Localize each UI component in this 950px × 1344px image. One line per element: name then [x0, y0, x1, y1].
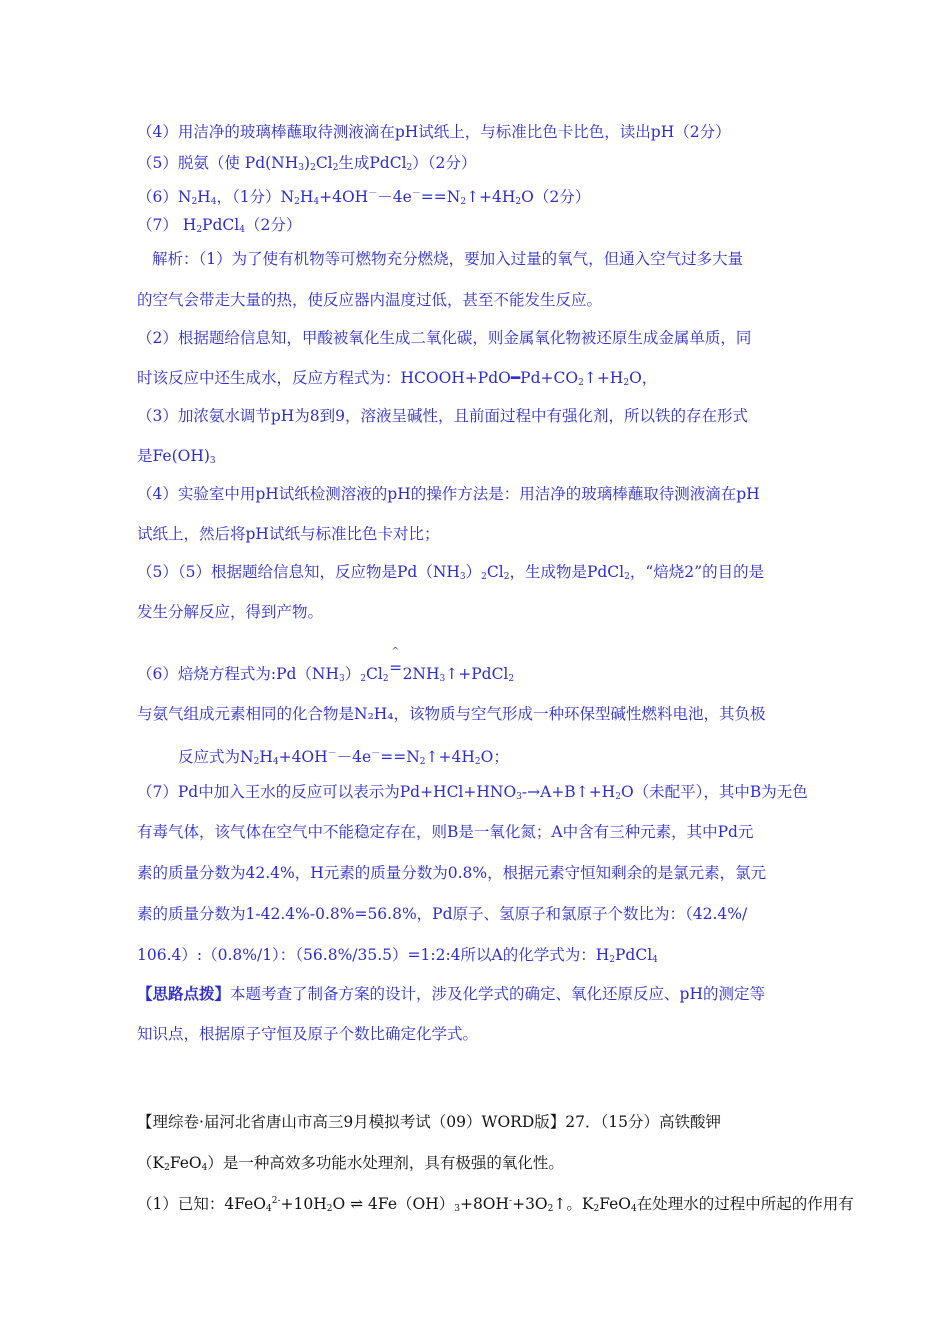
- subscript: 2: [164, 1163, 170, 1173]
- text: PdCl: [202, 216, 240, 234]
- text: FeO: [599, 1195, 631, 1213]
- text: PdCl: [615, 946, 653, 964]
- subscript: 2: [615, 792, 621, 802]
- answer-5: [137, 153, 476, 178]
- text: －4e: [336, 748, 372, 766]
- text: 本题考查了制备方案的设计，涉及化学式的确定、氧化还原反应、pH的测定等: [230, 985, 765, 1003]
- text: （5）（5）根据题给信息知，反应物是Pd（NH: [137, 563, 460, 581]
- subscript: 4: [272, 757, 279, 767]
- analysis-3-line-1: [137, 406, 748, 426]
- text: 素的质量分数为42.4%，H元素的质量分数为0.8%，根据元素守恒知剩余的是氯元素，氯元: [137, 864, 767, 882]
- text: ）: [465, 563, 482, 581]
- answer-7: [137, 215, 301, 240]
- text: （7）Pd中加入王水的反应可以表示为Pd+HCl+HNO: [137, 783, 517, 801]
- text: （6）焙烧方程式为:Pd（NH: [137, 665, 340, 683]
- text: O；: [480, 748, 509, 766]
- subscript: 3: [454, 1204, 460, 1214]
- subscript: 2: [332, 163, 339, 173]
- text: FeO: [169, 1154, 202, 1172]
- analysis-6-line-2: [137, 704, 766, 724]
- subscript: 3: [516, 792, 522, 802]
- subscript: 3: [459, 572, 466, 582]
- subscript: 2: [609, 955, 615, 965]
- text: +4OH: [278, 748, 328, 766]
- text: ==N: [380, 748, 420, 766]
- analysis-7-line-2: [137, 822, 753, 842]
- text: 在处理水的过程中所起的作用有: [636, 1195, 854, 1213]
- subscript: 4: [210, 197, 217, 207]
- text: （2分）: [244, 216, 302, 234]
- analysis-7-line-5: [137, 945, 658, 970]
- subscript: 2: [474, 757, 481, 767]
- subscript: 2: [624, 572, 630, 582]
- analysis-5-line-1: [137, 562, 764, 587]
- answer-4-text: （4）用洁净的玻璃棒蘸取待测液滴在pH试纸上，与标准比色卡比色，读出pH（2分）: [137, 123, 731, 141]
- tip-line-1: [137, 984, 765, 1004]
- subscript: 2: [196, 225, 203, 235]
- subscript: 2: [191, 197, 198, 207]
- text: （2）根据题给信息知，甲酸被氧化生成二氧化碳，则金属氧化物被还原生成金属单质，同: [137, 329, 752, 347]
- analysis-2-line-2: [137, 368, 657, 393]
- analysis-1-line-1: [152, 249, 743, 269]
- text: ）（2分）: [412, 154, 477, 172]
- text: （5）脱氨（使 Pd(NH: [137, 154, 299, 172]
- text: （7） H: [137, 216, 197, 234]
- question-line-3: [137, 1191, 854, 1219]
- superscript: －: [327, 749, 337, 759]
- subscript: 2: [547, 1204, 554, 1214]
- subscript: 2: [508, 674, 515, 684]
- text: 的空气会带走大量的热，使反应器内温度过低，甚至不能发生反应。: [137, 291, 603, 309]
- text: 解析：（1）为了使有机物等可燃物充分燃烧，要加入过量的氧气，但通入空气过多大量: [152, 250, 744, 268]
- subscript: 3: [209, 456, 216, 466]
- text: 素的质量分数为1-42.4%-0.8%=56.8%，Pd原子、氢原子和氯原子个数比为：（42.4%/: [137, 905, 748, 923]
- subscript: 2: [294, 197, 300, 207]
- text: 106.4）:（0.8%/1）：（56.8%/35.5）=1:2:4所以A的化学式为：H: [137, 946, 610, 964]
- text: +10H: [280, 1195, 327, 1213]
- analysis-3-line-2: [137, 446, 216, 471]
- text: （K: [137, 1154, 165, 1172]
- tip-line-2: [137, 1024, 478, 1044]
- text: 有毒气体，该气体在空气中不能稳定存在，则B是一氧化氮；A中含有三种元素，其中Pd元: [137, 823, 754, 841]
- subscript: 2: [310, 163, 316, 173]
- subscript: 4: [313, 197, 320, 207]
- analysis-2-line-1: [137, 328, 751, 348]
- text: O（未配平），其中B为无色: [620, 783, 808, 801]
- answer-4: [137, 122, 731, 142]
- text: （6）N: [137, 188, 192, 206]
- subscript: 2: [578, 378, 584, 388]
- text: ，生成物是PdCl: [509, 563, 625, 581]
- superscript: －: [368, 189, 378, 199]
- subscript: 2: [382, 674, 389, 684]
- subscript: 2: [326, 1204, 333, 1214]
- superscript: －: [411, 189, 421, 199]
- text: （3）加浓氨水调节pH为8到9，溶液呈碱性，且前面过程中有强化剂，所以铁的存在形式: [137, 407, 749, 425]
- text: +8OH: [459, 1195, 510, 1213]
- subscript: 4: [239, 225, 245, 235]
- text: ↑+H: [583, 369, 624, 387]
- subscript: 2: [253, 757, 260, 767]
- equals-sign: =: [389, 659, 403, 677]
- text: 发生分解反应，得到产物。: [137, 603, 324, 621]
- text: ，“焙烧2”的目的是: [629, 563, 765, 581]
- subscript: 3: [298, 163, 305, 173]
- analysis-7-line-1: [137, 782, 808, 807]
- text: ↑+PdCl: [445, 665, 509, 683]
- subscript: 4: [652, 955, 658, 965]
- subscript: 2: [503, 572, 510, 582]
- text: ==N: [420, 188, 461, 206]
- text: 2NH: [402, 665, 440, 683]
- text: ，（1分）N: [216, 188, 295, 206]
- analysis-6-line-1: [137, 647, 515, 689]
- subscript: 4: [630, 1204, 637, 1214]
- analysis-4-line-2: [137, 524, 439, 544]
- text: ): [304, 154, 311, 172]
- superscript: －: [371, 749, 381, 759]
- subscript: 4: [201, 1163, 208, 1173]
- text: （1）已知：4FeO: [137, 1195, 267, 1213]
- text: O ⇌ 4Fe（OH）: [332, 1195, 455, 1213]
- text: ↑+4H: [466, 188, 516, 206]
- subscript: 2: [360, 674, 366, 684]
- text: -→A+B↑+H: [521, 783, 616, 801]
- subscript: 2: [515, 197, 522, 207]
- tip-label: 【思路点拨】: [137, 984, 231, 1003]
- subscript: 2: [623, 378, 630, 388]
- subscript: 2: [460, 197, 467, 207]
- text: 是Fe(OH): [137, 447, 210, 465]
- question-line-2: [137, 1153, 564, 1178]
- text: 时该反应中还生成水，反应方程式为：HCOOH+PdO━Pd+CO: [137, 369, 579, 387]
- text: 知识点，根据原子守恒及原子个数比确定化学式。: [137, 1025, 479, 1043]
- text: －4e: [377, 188, 412, 206]
- text: +3O: [512, 1195, 548, 1213]
- text: O，: [629, 369, 658, 387]
- question-header-line-1: [137, 1112, 721, 1132]
- subscript: 3: [339, 674, 345, 684]
- text: H: [299, 188, 314, 206]
- subscript: 2: [593, 1204, 600, 1214]
- text: ↑。K: [553, 1195, 594, 1213]
- text: 反应式为N: [178, 748, 254, 766]
- text: Cl: [486, 563, 504, 581]
- analysis-5-line-2: [137, 602, 323, 622]
- text: +4OH: [319, 188, 369, 206]
- text: （4）实验室中用pH试纸检测溶液的pH的操作方法是：用洁净的玻璃棒蘸取待测液滴在pH: [137, 485, 760, 503]
- subscript: 3: [439, 674, 446, 684]
- text: 【理综卷·届河北省唐山市高三9月模拟考试（09）WORD版】27．（15分）高铁酸钾: [137, 1113, 721, 1131]
- text: ↑+4H: [425, 748, 475, 766]
- heat-condition-mark: ^: [391, 647, 400, 657]
- text: 生成PdCl: [338, 154, 407, 172]
- analysis-7-line-4: [137, 904, 747, 924]
- subscript: 2: [419, 757, 426, 767]
- text: H: [197, 188, 211, 206]
- analysis-4-line-1: [137, 484, 760, 504]
- text: ）是一种高效多功能水处理剂，具有极强的氧化性。: [207, 1154, 564, 1172]
- text: O（2分）: [521, 188, 591, 206]
- text: Cl: [315, 154, 333, 172]
- subscript: 2: [406, 163, 413, 173]
- answer-6: [137, 184, 590, 212]
- text: H: [259, 748, 273, 766]
- subscript: 4: [266, 1204, 272, 1214]
- analysis-1-line-2: [137, 290, 602, 310]
- text: ）: [344, 665, 361, 683]
- superscript: 2-: [271, 1196, 281, 1206]
- analysis-7-line-3: [137, 863, 766, 883]
- text: Cl: [366, 665, 383, 683]
- text: 与氨气组成元素相同的化合物是N₂H₄，该物质与空气形成一种环保型碱性燃料电池，其负极: [137, 705, 766, 723]
- heating-equals-sign: [389, 647, 403, 684]
- subscript: 2: [481, 572, 487, 582]
- analysis-6-line-3: [178, 744, 509, 772]
- superscript: -: [509, 1196, 513, 1206]
- text: 试纸上，然后将pH试纸与标准比色卡对比；: [137, 525, 440, 543]
